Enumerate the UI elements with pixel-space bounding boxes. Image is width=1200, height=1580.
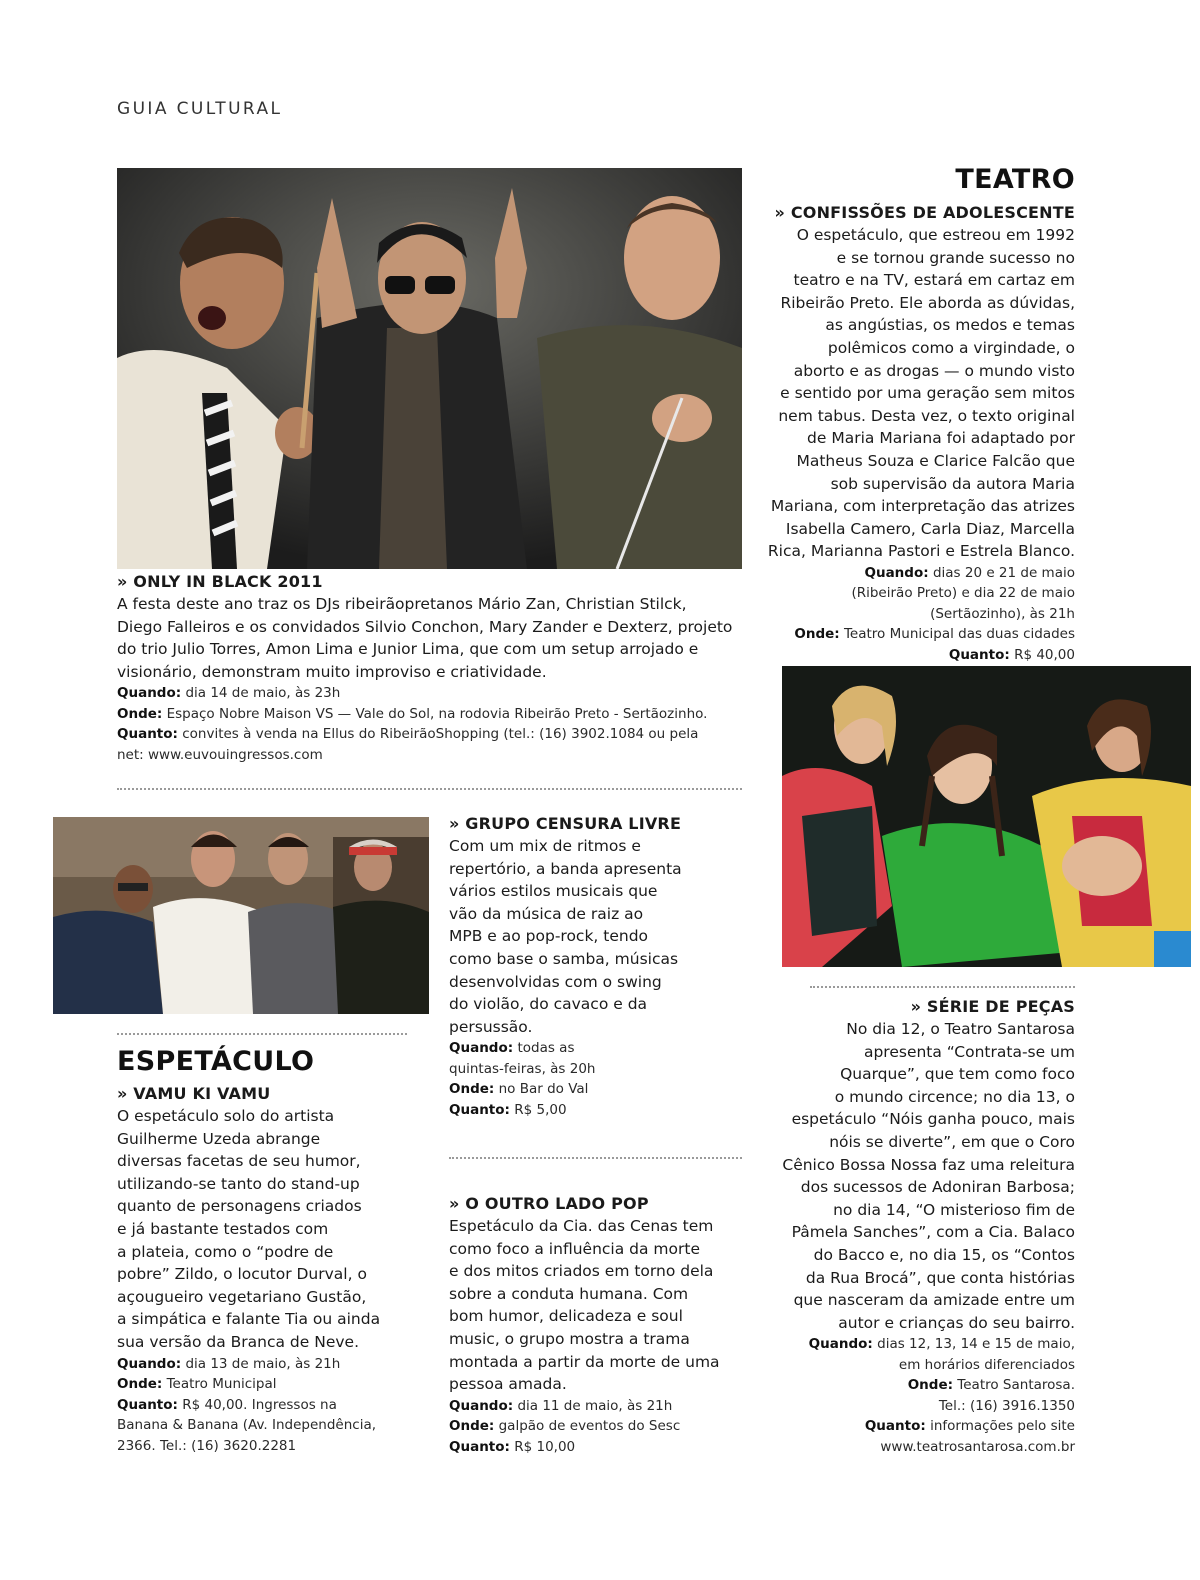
section-title-teatro: TEATRO [955, 164, 1075, 195]
article-body-line: Diego Falleiros e os convidados Silvio Conchon, Mary Zander e Dexterz, projeto [117, 617, 733, 636]
article-title: » CONFISSÕES DE ADOLESCENTE [774, 203, 1075, 222]
article-body-line: nem tabus. Desta vez, o texto original [778, 406, 1075, 425]
event-when: Quando: todas as [449, 1040, 575, 1057]
article-body-line: utilizando-se tanto do stand-up [117, 1174, 360, 1193]
article-body-line: vão da música de raiz ao [449, 904, 644, 923]
event-phone: Tel.: (16) 3916.1350 [938, 1397, 1075, 1414]
divider [449, 1157, 742, 1159]
article-body-line: persussão. [449, 1017, 533, 1036]
article-body-line: a simpática e falante Tia ou ainda [117, 1310, 381, 1329]
event-when-cont: quintas-feiras, às 20h [449, 1060, 596, 1077]
article-body-line: quanto de personagens criados [117, 1197, 362, 1216]
event-when: Quando: dia 13 de maio, às 21h [117, 1355, 341, 1372]
event-where: Onde: Teatro Municipal das duas cidades [794, 626, 1075, 643]
event-price: Quanto: informações pelo site [864, 1418, 1075, 1435]
article-body-line: as angústias, os medos e temas [825, 316, 1075, 335]
article-body-line: Cênico Bossa Nossa faz uma releitura [782, 1155, 1075, 1174]
article-body-line: No dia 12, o Teatro Santarosa [846, 1020, 1075, 1038]
article-body-line: dos sucessos de Adoniran Barbosa; [800, 1178, 1075, 1197]
event-where: Onde: Espaço Nobre Maison VS — Vale do Sol, na rodovia Ribeirão Preto - Sertãozinho. [117, 705, 708, 722]
event-where: Onde: Teatro Santarosa. [907, 1377, 1075, 1394]
article-body-line: Isabella Camero, Carla Diaz, Marcella [785, 519, 1075, 538]
event-when-cont: em horários diferenciados [898, 1356, 1075, 1373]
djs-photo [117, 168, 742, 569]
article-body-line: Quarque”, que tem como foco [840, 1065, 1075, 1084]
article-body-line: autor e crianças do seu bairro. [838, 1313, 1075, 1332]
article-body-line: que nasceram da amizade entre um [793, 1291, 1075, 1310]
confissoes-article [765, 202, 1075, 665]
divider [117, 1033, 407, 1035]
divider [117, 788, 742, 790]
band-photo [53, 817, 429, 1014]
article-body-line: de Maria Mariana foi adaptado por [807, 429, 1075, 448]
article-body-line: O espetáculo, que estreou em 1992 [796, 226, 1075, 244]
event-when: Quando: dias 12, 13, 14 e 15 de maio, [808, 1336, 1075, 1353]
article-body-line: como base o samba, músicas [449, 949, 679, 968]
article-body-line: açougueiro vegetariano Gustão, [117, 1287, 367, 1306]
article-body-line: Ribeirão Preto. Ele aborda as dúvidas, [780, 293, 1075, 312]
article-body-line: e se tornou grande sucesso no [836, 248, 1075, 267]
article-body-line: do trio Julio Torres, Amon Lima e Junior Lima, que com um setup arrojado e [117, 640, 699, 659]
article-body-line: O espetáculo solo do artista [117, 1107, 335, 1125]
article-body-line: visionário, demonstram muito improviso e criatividade. [117, 662, 547, 681]
only-in-black-article [117, 571, 757, 765]
article-body-line: e já bastante testados com [117, 1219, 329, 1238]
article-body-line: espetáculo “Nóis ganha pouco, mais [791, 1110, 1075, 1129]
article-body-line: pobre” Zildo, o locutor Durval, o [117, 1265, 367, 1284]
article-body-line: do violão, do cavaco e da [449, 995, 648, 1014]
article-body-line: do Bacco e, no dia 15, os “Contos [813, 1245, 1075, 1264]
event-price-cont: 2366. Tel.: (16) 3620.2281 [117, 1437, 297, 1454]
article-body-line: sob supervisão da autora Maria [830, 474, 1075, 493]
event-price: Quanto: R$ 40,00 [948, 646, 1075, 663]
article-body-line: Rica, Marianna Pastori e Estrela Blanco. [767, 542, 1075, 561]
event-where: Onde: galpão de eventos do Sesc [449, 1418, 681, 1435]
event-when-cont: (Sertãozinho), às 21h [930, 605, 1075, 622]
article-body-line: teatro e na TV, estará em cartaz em [793, 271, 1075, 290]
article-body-line: Mariana, com interpretação das atrizes [770, 497, 1075, 516]
event-price: Quanto: R$ 40,00. Ingressos na [117, 1396, 337, 1413]
event-price-cont: net: www.euvouingressos.com [117, 746, 323, 763]
article-body-line: Guilherme Uzeda abrange [117, 1129, 321, 1148]
article-body-line: nóis se diverte”, em que o Coro [829, 1132, 1075, 1151]
article-title: » O OUTRO LADO POP [449, 1194, 649, 1213]
event-price-cont: Banana & Banana (Av. Independência, [117, 1417, 377, 1434]
article-body-line: desenvolvidas com o swing [449, 972, 662, 991]
article-title: » VAMU KI VAMU [117, 1084, 271, 1103]
article-body-line: e sentido por uma geração sem mitos [780, 384, 1075, 403]
grupo-censura-livre-article [449, 813, 749, 1120]
event-where: Onde: Teatro Municipal [117, 1376, 277, 1393]
event-price: Quanto: convites à venda na Ellus do RibeirãoShopping (tel.: (16) 3902.1084 ou pela [117, 726, 699, 743]
article-body-line: a plateia, como o “podre de [117, 1242, 334, 1261]
article-title: » ONLY IN BLACK 2011 [117, 572, 323, 591]
article-body-line: aborto e as drogas — o mundo visto [793, 361, 1075, 380]
article-body-line: A festa deste ano traz os DJs ribeirãopretanos Mário Zan, Christian Stilck, [117, 595, 687, 613]
article-body-line: no dia 14, “O misterioso fim de [833, 1200, 1075, 1219]
event-when: Quando: dia 11 de maio, às 21h [449, 1397, 673, 1414]
divider [810, 986, 1075, 988]
article-body-line: apresenta “Contrata-se um [863, 1042, 1075, 1061]
event-where: Onde: no Bar do Val [449, 1081, 589, 1098]
article-body-line: e dos mitos criados em torno dela [449, 1262, 714, 1281]
article-body-line: diversas facetas de seu humor, [117, 1152, 361, 1171]
event-price: Quanto: R$ 10,00 [449, 1438, 576, 1455]
event-website: www.teatrosantarosa.com.br [880, 1438, 1075, 1455]
article-body-line: o mundo circence; no dia 13, o [834, 1087, 1075, 1106]
event-when-cont: (Ribeirão Preto) e dia 22 de maio [851, 585, 1075, 602]
article-body-line: MPB e ao pop-rock, tendo [449, 927, 649, 946]
actresses-photo [782, 666, 1191, 967]
page-header: GUIA CULTURAL [117, 99, 283, 119]
article-title: » GRUPO CENSURA LIVRE [449, 814, 682, 833]
article-body-line: repertório, a banda apresenta [449, 859, 682, 878]
article-body-line: Espetáculo da Cia. das Cenas tem [449, 1217, 714, 1235]
article-body-line: sua versão da Branca de Neve. [117, 1332, 359, 1351]
event-when: Quando: dia 14 de maio, às 23h [117, 685, 341, 702]
event-when: Quando: dias 20 e 21 de maio [864, 564, 1075, 581]
article-body-line: Pâmela Sanches”, com a Cia. Balaco [791, 1223, 1075, 1242]
article-body-line: Matheus Souza e Clarice Falcão que [796, 451, 1075, 470]
outro-lado-pop-article [449, 1193, 749, 1457]
article-body-line: como foco a influência da morte [449, 1239, 700, 1258]
article-body-line: music, o grupo mostra a trama [449, 1329, 690, 1348]
article-body-line: montada a partir da morte de uma [449, 1352, 720, 1371]
article-body-line: pessoa amada. [449, 1375, 567, 1394]
serie-de-pecas-article [765, 996, 1075, 1457]
article-body-line: da Rua Brocá”, que conta histórias [805, 1268, 1075, 1287]
article-title: » SÉRIE DE PEÇAS [910, 997, 1075, 1016]
article-body-line: sobre a conduta humana. Com [449, 1284, 689, 1303]
article-body-line: bom humor, delicadeza e soul [449, 1307, 683, 1326]
article-body-line: vários estilos musicais que [449, 882, 658, 901]
article-body-line: polêmicos como a virgindade, o [827, 338, 1075, 357]
article-body-line: Com um mix de ritmos e [449, 837, 641, 855]
section-title-espetaculo: ESPETÁCULO [117, 1046, 315, 1077]
event-price: Quanto: R$ 5,00 [449, 1101, 567, 1118]
vamu-ki-vamu-article [117, 1083, 417, 1456]
